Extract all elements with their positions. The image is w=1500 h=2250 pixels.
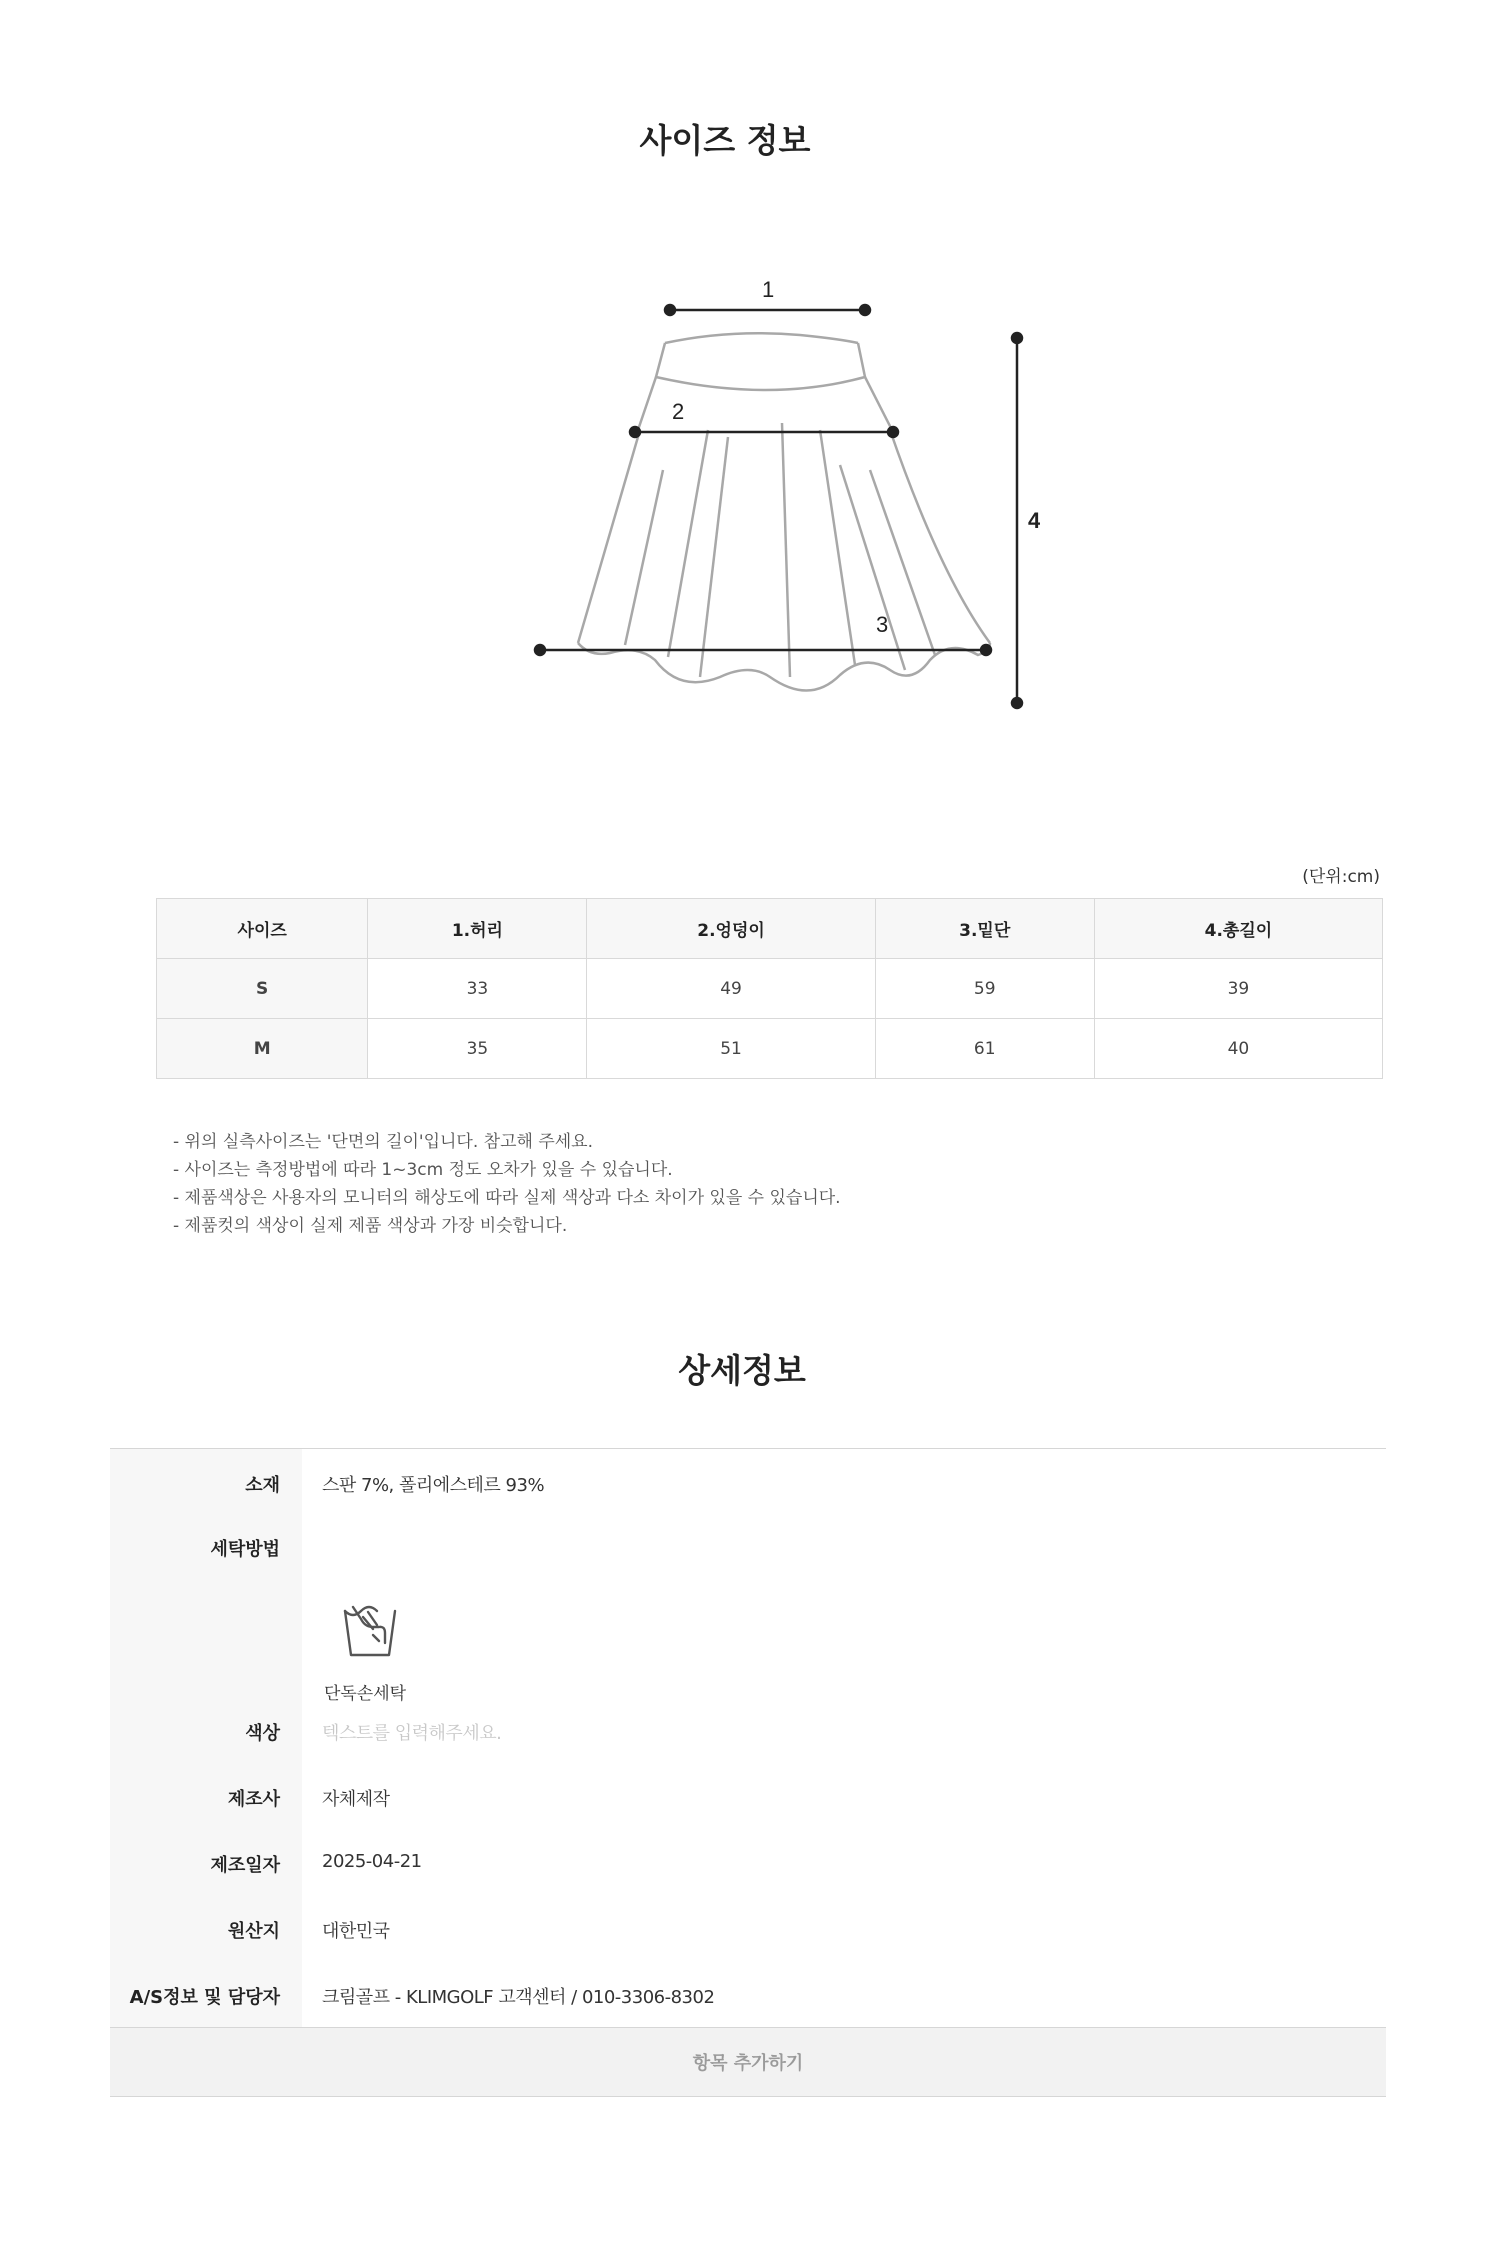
detail-row-origin [110,1895,1386,1961]
detail-label: 소재 [110,1449,302,1513]
unit-label: (단위:cm) [1302,867,1380,887]
detail-info-title: 상세정보 [678,1351,806,1390]
measure-dot [888,427,898,437]
detail-label: 제조일자 [110,1829,302,1895]
detail-value: 자체제작 [322,1789,390,1810]
note-line: - 제품색상은 사용자의 모니터의 해상도에 따라 실제 색상과 다소 차이가 있을 수 있습니다. [173,1188,841,1208]
measure-dot [860,305,870,315]
size-label-cell: S [157,959,368,1019]
detail-row-maker [110,1763,1386,1829]
measure-dot [1012,333,1022,343]
hand-wash-icon [339,1599,401,1659]
table-row [157,959,1383,1019]
table-header: 1.허리 [368,899,587,959]
skirt-outline-left [638,377,656,430]
table-header: 3.밑단 [875,899,1094,959]
detail-label: 색상 [110,1697,302,1763]
table-header: 4.총길이 [1094,899,1382,959]
pleat-3 [700,437,728,677]
skirt-waistband-outline [656,343,865,390]
table-cell: 59 [875,959,1094,1019]
detail-label: A/S정보 및 담당자 [110,1961,302,2027]
detail-row-material [110,1449,1386,1513]
table-cell: 35 [368,1019,587,1079]
detail-row-wash [110,1513,1386,1704]
color-input-placeholder[interactable]: 텍스트를 입력해주세요. [322,1723,502,1744]
pleat-1 [625,470,663,645]
size-info-title: 사이즈 정보 [639,121,811,160]
detail-value [110,1513,1386,1697]
detail-value: 크림골프 - KLIMGOLF 고객센터 / 010-3306-8302 [322,1987,715,2008]
size-notes [173,1128,841,1240]
table-header-row [157,899,1383,959]
detail-row-color [110,1697,1386,1763]
pleat-6 [840,465,905,670]
skirt-outline-right [865,377,892,430]
measure-dot [665,305,675,315]
measure-label-3: 3 [876,612,889,637]
table-cell: 39 [1094,959,1382,1019]
note-line: - 위의 실측사이즈는 '단면의 길이'입니다. 참고해 주세요. [173,1132,593,1152]
table-cell: 33 [368,959,587,1019]
detail-row-date [110,1829,1386,1895]
detail-row-as [110,1961,1386,2027]
table-cell: 61 [875,1019,1094,1079]
skirt-side-left [578,430,640,643]
size-label-cell: M [157,1019,368,1079]
measure-dot [630,427,640,437]
skirt-side-right [890,430,990,643]
detail-label: 원산지 [110,1895,302,1961]
note-line: - 제품컷의 색상이 실제 제품 색상과 가장 비슷합니다. [173,1216,568,1236]
skirt-measurement-diagram [520,265,1040,725]
measure-dot [1012,698,1022,708]
detail-info-table [110,1448,1386,2097]
table-cell: 49 [587,959,875,1019]
detail-label: 제조사 [110,1763,302,1829]
table-header: 2.엉덩이 [587,899,875,959]
add-item-button[interactable]: 항목 추가하기 [110,2027,1386,2097]
pleat-5 [820,430,855,665]
detail-value: 스판 7%, 폴리에스테르 93% [322,1475,545,1496]
measure-dot [535,645,545,655]
wash-method-label: 단독손세탁 [323,1684,407,1704]
detail-label: 세탁방법 [110,1513,302,1697]
pleat-4 [782,423,790,677]
table-row [157,1019,1383,1079]
measure-label-4: 4 [1028,508,1040,533]
measure-label-2: 2 [672,399,685,424]
measure-dot [981,645,991,655]
detail-value: 대한민국 [322,1921,390,1942]
size-table [156,898,1383,1079]
wash-method [323,1599,410,1704]
detail-value: 2025-04-21 [322,1851,422,1872]
table-cell: 40 [1094,1019,1382,1079]
measure-label-1: 1 [762,277,775,302]
skirt-waistband-top [665,333,858,343]
table-cell: 51 [587,1019,875,1079]
pleat-2 [668,430,708,657]
note-line: - 사이즈는 측정방법에 따라 1~3cm 정도 오차가 있을 수 있습니다. [173,1160,673,1180]
table-header: 사이즈 [157,899,368,959]
